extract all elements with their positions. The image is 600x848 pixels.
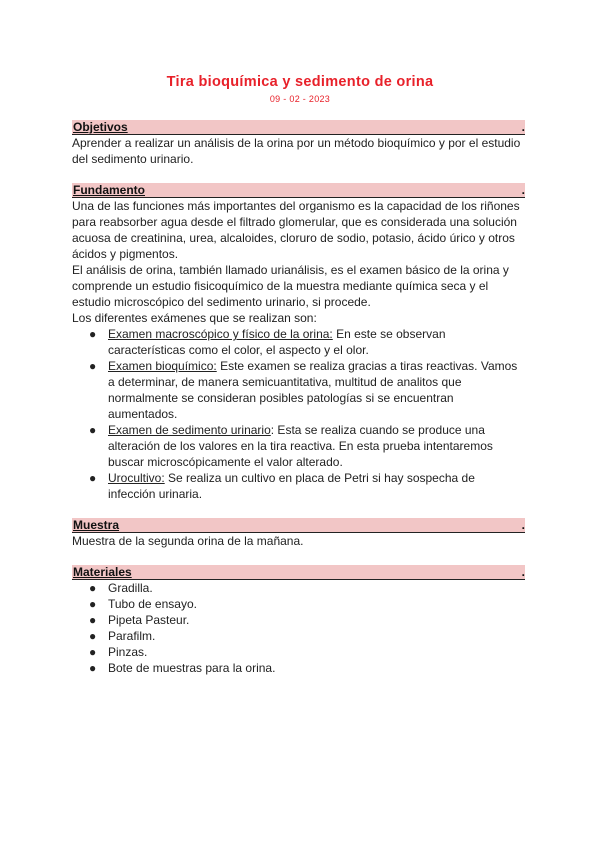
section-header-muestra bbox=[72, 518, 525, 533]
exam-term: Examen de sedimento urinario bbox=[108, 423, 271, 437]
list-item bbox=[72, 644, 525, 660]
bullet-icon: ● bbox=[89, 597, 97, 611]
material-item: Bote de muestras para la orina. bbox=[108, 661, 276, 675]
list-item bbox=[72, 358, 525, 422]
bullet-icon: ● bbox=[89, 629, 97, 643]
material-item: Tubo de ensayo. bbox=[108, 597, 197, 611]
material-item: Gradilla. bbox=[108, 581, 153, 595]
exam-description: En este se observan características como el color, el aspecto y el olor. bbox=[108, 327, 446, 357]
exam-description: : Esta se realiza cuando se produce una alteración de los valores en la tira reactiva. En esta prueba intentaremos buscar microscópicamente el valor alterado. bbox=[108, 423, 493, 469]
bullet-icon: ● bbox=[89, 471, 97, 485]
section-dot: . bbox=[521, 518, 525, 532]
list-item bbox=[72, 422, 525, 470]
section-dot: . bbox=[521, 120, 525, 134]
list-item bbox=[72, 326, 525, 358]
list-item bbox=[72, 660, 525, 676]
document-body bbox=[72, 120, 525, 676]
section-title: Muestra bbox=[73, 518, 120, 532]
material-item: Parafilm. bbox=[108, 629, 156, 643]
list-item bbox=[72, 580, 525, 596]
bullet-icon: ● bbox=[89, 613, 97, 627]
material-item: Pipeta Pasteur. bbox=[108, 613, 190, 627]
section-header-objetivos bbox=[72, 120, 525, 135]
list-item bbox=[72, 628, 525, 644]
exam-term: Examen bioquímico: bbox=[108, 359, 217, 373]
list-item bbox=[72, 612, 525, 628]
exam-term: Urocultivo: bbox=[108, 471, 165, 485]
list-item bbox=[72, 470, 525, 502]
exam-term: Examen macroscópico y físico de la orina: bbox=[108, 327, 333, 341]
section-title: Fundamento bbox=[73, 183, 145, 197]
bullet-icon: ● bbox=[89, 581, 97, 595]
document-title: Tira bioquímica y sedimento de orina bbox=[166, 74, 434, 90]
section-dot: . bbox=[521, 183, 525, 197]
document-date: 09 - 02 - 2023 bbox=[269, 94, 331, 104]
section-title: Materiales bbox=[73, 565, 132, 579]
exam-description: Se realiza un cultivo en placa de Petri si hay sospecha de infección urinaria. bbox=[108, 471, 475, 501]
objetivos-text: Aprender a realizar un análisis de la orina por un método bioquímico y por el estudio del sedimento urinario. bbox=[72, 136, 521, 166]
section-title: Objetivos bbox=[73, 120, 128, 134]
exam-list bbox=[72, 326, 525, 502]
fundamento-paragraph-3: Los diferentes exámenes que se realizan son: bbox=[72, 311, 317, 325]
bullet-icon: ● bbox=[89, 327, 97, 341]
bullet-icon: ● bbox=[89, 645, 97, 659]
material-item: Pinzas. bbox=[108, 645, 148, 659]
bullet-icon: ● bbox=[89, 359, 97, 373]
bullet-icon: ● bbox=[89, 423, 97, 437]
list-item bbox=[72, 596, 525, 612]
fundamento-paragraph-1: Una de las funciones más importantes del organismo es la capacidad de los riñones para reabsorber agua desde el filtrado glomerular, que es considerada una solución acuosa de creatinina, urea, alcaloides, cloruro de sodio, potasio, ácido úrico y otros ácidos y pigmentos. bbox=[72, 199, 520, 261]
bullet-icon: ● bbox=[89, 661, 97, 675]
section-dot: . bbox=[521, 565, 525, 579]
section-header-fundamento bbox=[72, 183, 525, 198]
materials-list bbox=[72, 580, 525, 676]
exam-description: Este examen se realiza gracias a tiras reactivas. Vamos a determinar, de manera semicuantitativa, multitud de analitos que normalmente se consideran posibles patologías si se encuentran aumentados. bbox=[108, 359, 518, 421]
fundamento-paragraph-2: El análisis de orina, también llamado urianálisis, es el examen básico de la orina y comprende un estudio fisicoquímico de la muestra mediante química seca y el estudio microscópico del sedimento urinario, si procede. bbox=[72, 263, 509, 309]
muestra-text: Muestra de la segunda orina de la mañana. bbox=[72, 534, 304, 548]
section-header-materiales bbox=[72, 565, 525, 580]
